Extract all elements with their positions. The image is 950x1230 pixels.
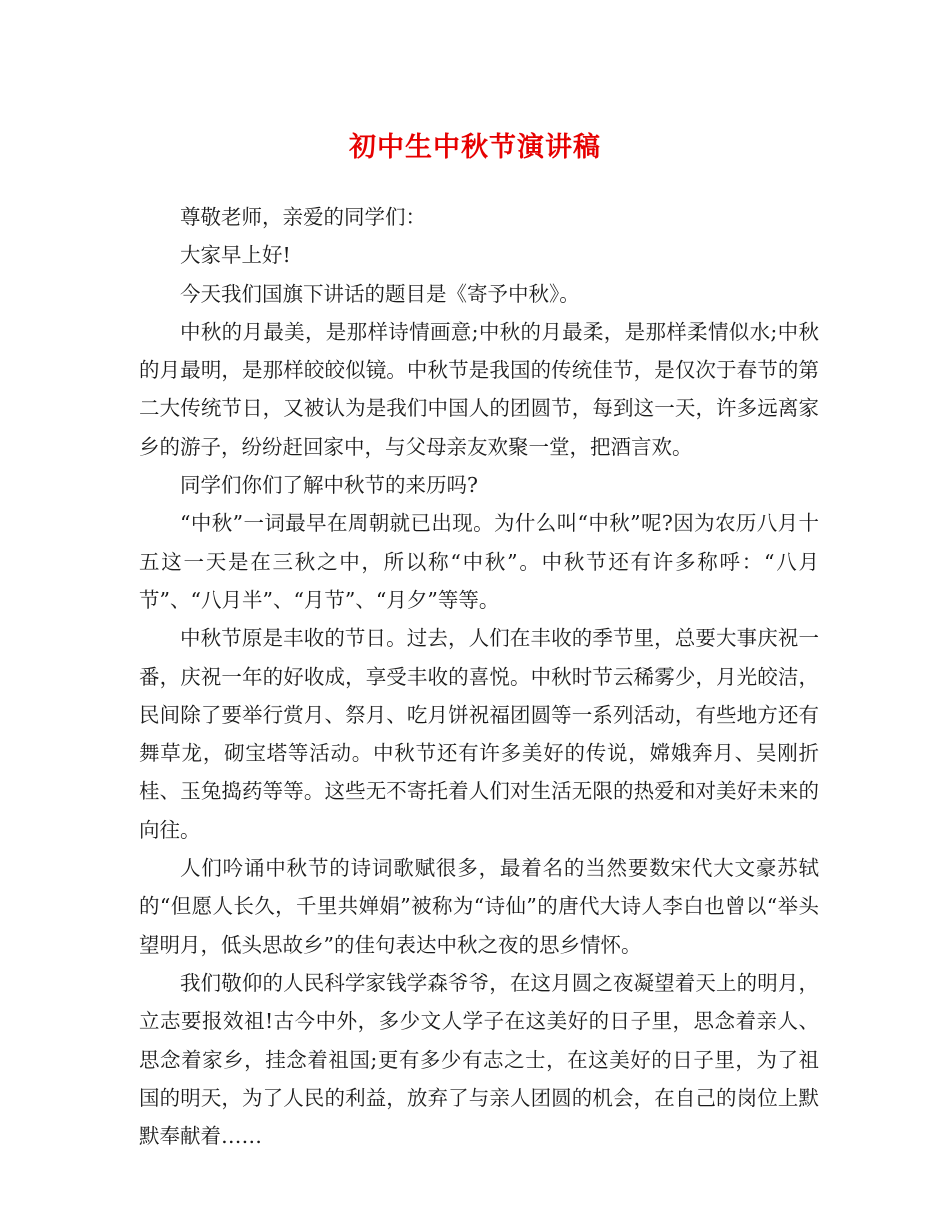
paragraph-harvest: 中秋节原是丰收的节日。过去，人们在丰收的季节里，总要大事庆祝一番，庆祝一年的好收成，享受丰收的喜悦。中秋时节云稀雾少，月光皎洁，民间除了要举行赏月、祭月、吃月饼祝福团圆等一系列活动，有些地方还有舞草龙，砌宝塔等活动。中秋节还有许多美好的传说，嫦娥奔月、吴刚折桂、玉兔捣药等等。这些无不寄托着人们对生活无限的热爱和对美好未来的向往。: [139, 626, 819, 842]
document-title: 初中生中秋节演讲稿: [349, 132, 601, 163]
paragraph-patriotism: 我们敬仰的人民科学家钱学森爷爷，在这月圆之夜凝望着天上的明月，立志要报效祖!古今中外，多少文人学子在这美好的日子里，思念着亲人、思念着家乡，挂念着祖国;更有多少有志之士，在这美好的日子里，为了祖国的明天，为了人民的利益，放弃了与亲人团圆的机会，在自己的岗位上默默奉献着……: [139, 970, 819, 1149]
paragraph-origin: “中秋”一词最早在周朝就已出现。为什么叫“中秋”呢?因为农历八月十五这一天是在三秋之中，所以称“中秋”。中秋节还有许多称呼：“八月节”、“八月半”、“月节”、“月夕”等等。: [139, 511, 819, 612]
document-body: [139, 198, 819, 1155]
paragraph-topic: 今天我们国旗下讲话的题目是《寄予中秋》。: [180, 281, 580, 306]
paragraph-good-morning: 大家早上好!: [180, 243, 291, 268]
paragraph-poetry: 人们吟诵中秋节的诗词歌赋很多，最着名的当然要数宋代大文豪苏轼的“但愿人长久，千里共婵娟”被称为“诗仙”的唐代大诗人李白也曾以“举头望明月，低头思故乡”的佳句表达中秋之夜的思乡情怀。: [139, 856, 819, 957]
paragraph-moon: 中秋的月最美，是那样诗情画意;中秋的月最柔，是那样柔情似水;中秋的月最明，是那样皎皎似镜。中秋节是我国的传统佳节，是仅次于春节的第二大传统节日，又被认为是我们中国人的团圆节，每到这一天，许多远离家乡的游子，纷纷赶回家中，与父母亲友欢聚一堂，把酒言欢。: [139, 319, 819, 459]
paragraph-question: 同学们你们了解中秋节的来历吗?: [180, 473, 478, 498]
paragraph-greeting: 尊敬老师，亲爱的同学们：: [180, 205, 426, 229]
